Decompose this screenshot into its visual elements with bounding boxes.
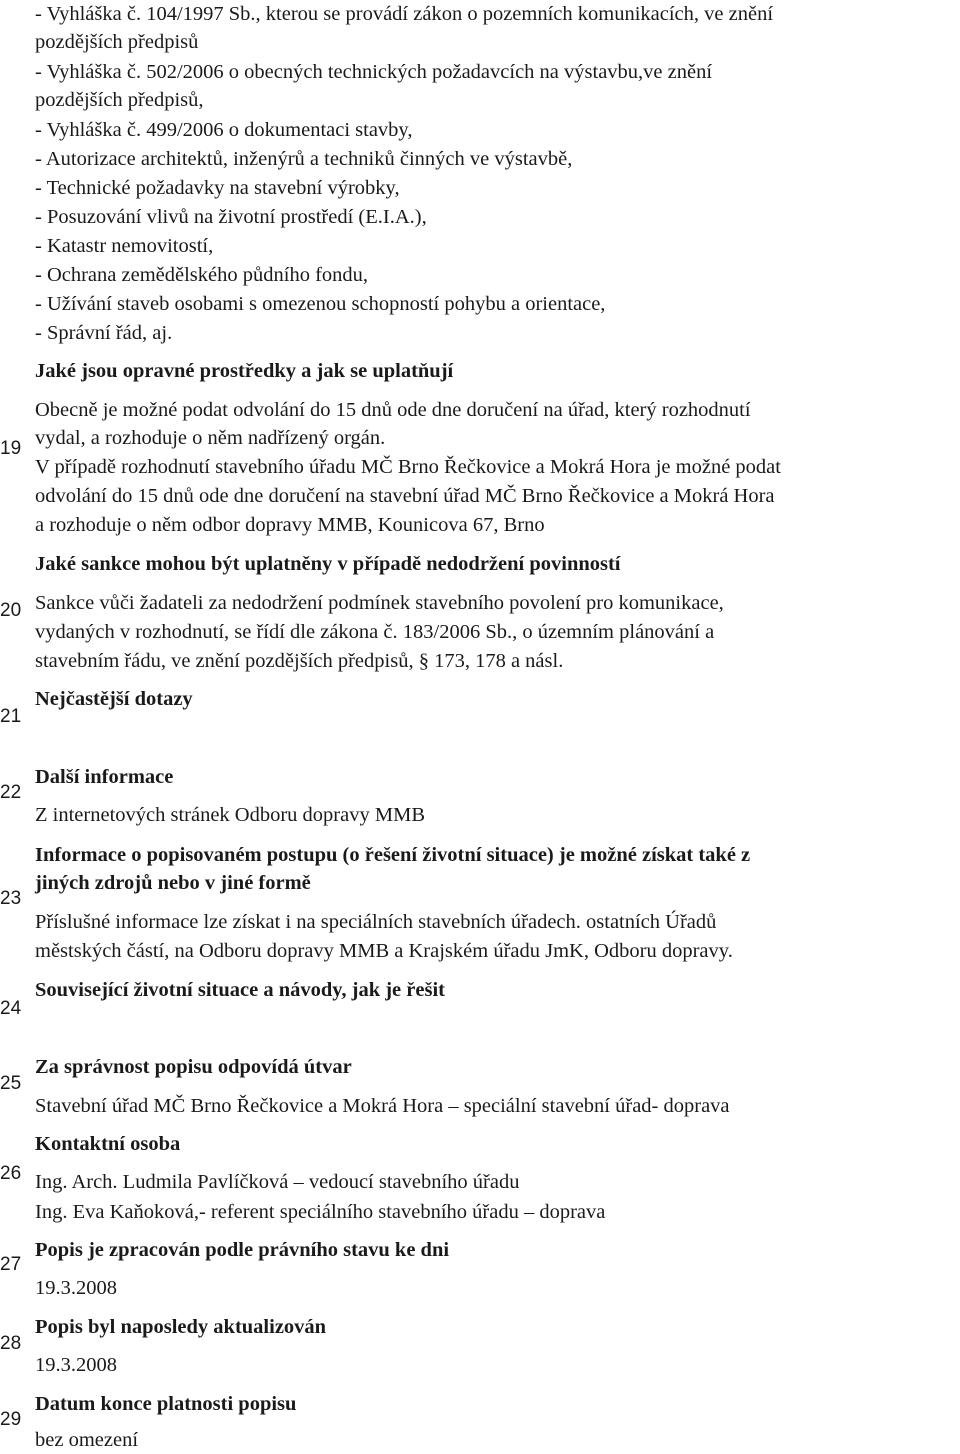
- section-19-line-1: Obecně je možné podat odvolání do 15 dnů ode dne doručení na úřad, který rozhodnutí: [35, 399, 751, 421]
- section-number-25: 25: [0, 1073, 22, 1094]
- intro-line-12: - Správní řád, aj.: [35, 322, 173, 344]
- section-20-line-1: Sankce vůči žadateli za nedodržení podmínek stavebního povolení pro komunikace,: [35, 592, 724, 614]
- section-27-heading: Popis je zpracován podle právního stavu ke dni: [35, 1239, 450, 1261]
- section-21-heading: Nejčastější dotazy: [35, 688, 193, 710]
- intro-line-11: - Užívání staveb osobami s omezenou schopností pohybu a orientace,: [35, 293, 606, 315]
- intro-line-6: - Autorizace architektů, inženýrů a techniků činných ve výstavbě,: [35, 148, 573, 170]
- section-number-23: 23: [0, 888, 22, 909]
- intro-line-5: - Vyhláška č. 499/2006 o dokumentaci stavby,: [35, 119, 413, 141]
- section-number-19: 19: [0, 438, 22, 459]
- section-25-heading: Za správnost popisu odpovídá útvar: [35, 1056, 352, 1078]
- intro-line-9: - Katastr nemovitostí,: [35, 235, 214, 257]
- intro-line-10: - Ochrana zemědělského půdního fondu,: [35, 264, 369, 286]
- intro-line-2: pozdějších předpisů: [35, 31, 199, 53]
- section-20-line-3: stavebním řádu, ve znění pozdějších předpisů, § 173, 178 a násl.: [35, 650, 564, 672]
- section-22-line-1: Z internetových stránek Odboru dopravy MMB: [35, 804, 425, 826]
- section-24-heading: Související životní situace a návody, jak je řešit: [35, 979, 445, 1001]
- section-20-heading: Jaké sankce mohou být uplatněny v případě nedodržení povinností: [35, 553, 621, 575]
- section-23-heading-line-2: jiných zdrojů nebo v jiné formě: [35, 872, 311, 894]
- intro-line-4: pozdějších předpisů,: [35, 89, 204, 111]
- section-19-heading: Jaké jsou opravné prostředky a jak se uplatňují: [35, 360, 454, 382]
- section-27-line-1: 19.3.2008: [35, 1277, 117, 1299]
- section-19-line-5: a rozhoduje o něm odbor dopravy MMB, Kounicova 67, Brno: [35, 514, 545, 536]
- section-29-line-1: bez omezení: [35, 1429, 139, 1451]
- intro-line-3: - Vyhláška č. 502/2006 o obecných technických požadavcích na výstavbu,ve znění: [35, 61, 713, 83]
- section-22-heading: Další informace: [35, 766, 174, 788]
- section-26-heading: Kontaktní osoba: [35, 1133, 181, 1155]
- intro-line-8: - Posuzování vlivů na životní prostředí (E.I.A.),: [35, 206, 427, 228]
- section-28-heading: Popis byl naposledy aktualizován: [35, 1316, 327, 1338]
- section-number-24: 24: [0, 998, 22, 1019]
- section-23-heading-line-1: Informace o popisovaném postupu (o řešení životní situace) je možné získat také z: [35, 844, 751, 866]
- section-19-line-4: odvolání do 15 dnů ode dne doručení na stavební úřad MČ Brno Řečkovice a Mokrá Hora: [35, 485, 775, 507]
- section-25-line-1: Stavební úřad MČ Brno Řečkovice a Mokrá Hora – speciální stavební úřad- doprava: [35, 1095, 730, 1117]
- section-19-line-2: vydal, a rozhoduje o něm nadřízený orgán.: [35, 427, 386, 449]
- section-number-21: 21: [0, 706, 22, 727]
- section-26-line-2: Ing. Eva Kaňoková,- referent speciálního stavebního úřadu – doprava: [35, 1201, 606, 1223]
- section-19-line-3: V případě rozhodnutí stavebního úřadu MČ Brno Řečkovice a Mokrá Hora je možné podat: [35, 456, 781, 478]
- intro-line-1: - Vyhláška č. 104/1997 Sb., kterou se provádí zákon o pozemních komunikacích, ve znění: [35, 3, 774, 25]
- intro-line-7: - Technické požadavky na stavební výrobky,: [35, 177, 400, 199]
- section-28-line-1: 19.3.2008: [35, 1354, 117, 1376]
- section-29-heading: Datum konce platnosti popisu: [35, 1393, 297, 1415]
- section-number-20: 20: [0, 600, 22, 621]
- section-number-29: 29: [0, 1409, 22, 1430]
- section-26-line-1: Ing. Arch. Ludmila Pavlíčková – vedoucí stavebního úřadu: [35, 1171, 520, 1193]
- section-number-27: 27: [0, 1254, 22, 1275]
- section-number-28: 28: [0, 1333, 22, 1354]
- section-20-line-2: vydaných v rozhodnutí, se řídí dle zákona č. 183/2006 Sb., o územním plánování a: [35, 621, 715, 643]
- section-number-22: 22: [0, 782, 22, 803]
- section-number-26: 26: [0, 1163, 22, 1184]
- section-23-line-1: Příslušné informace lze získat i na speciálních stavebních úřadech. ostatních Úřadů: [35, 911, 717, 933]
- section-23-line-2: městských částí, na Odboru dopravy MMB a Krajském úřadu JmK, Odboru dopravy.: [35, 940, 733, 962]
